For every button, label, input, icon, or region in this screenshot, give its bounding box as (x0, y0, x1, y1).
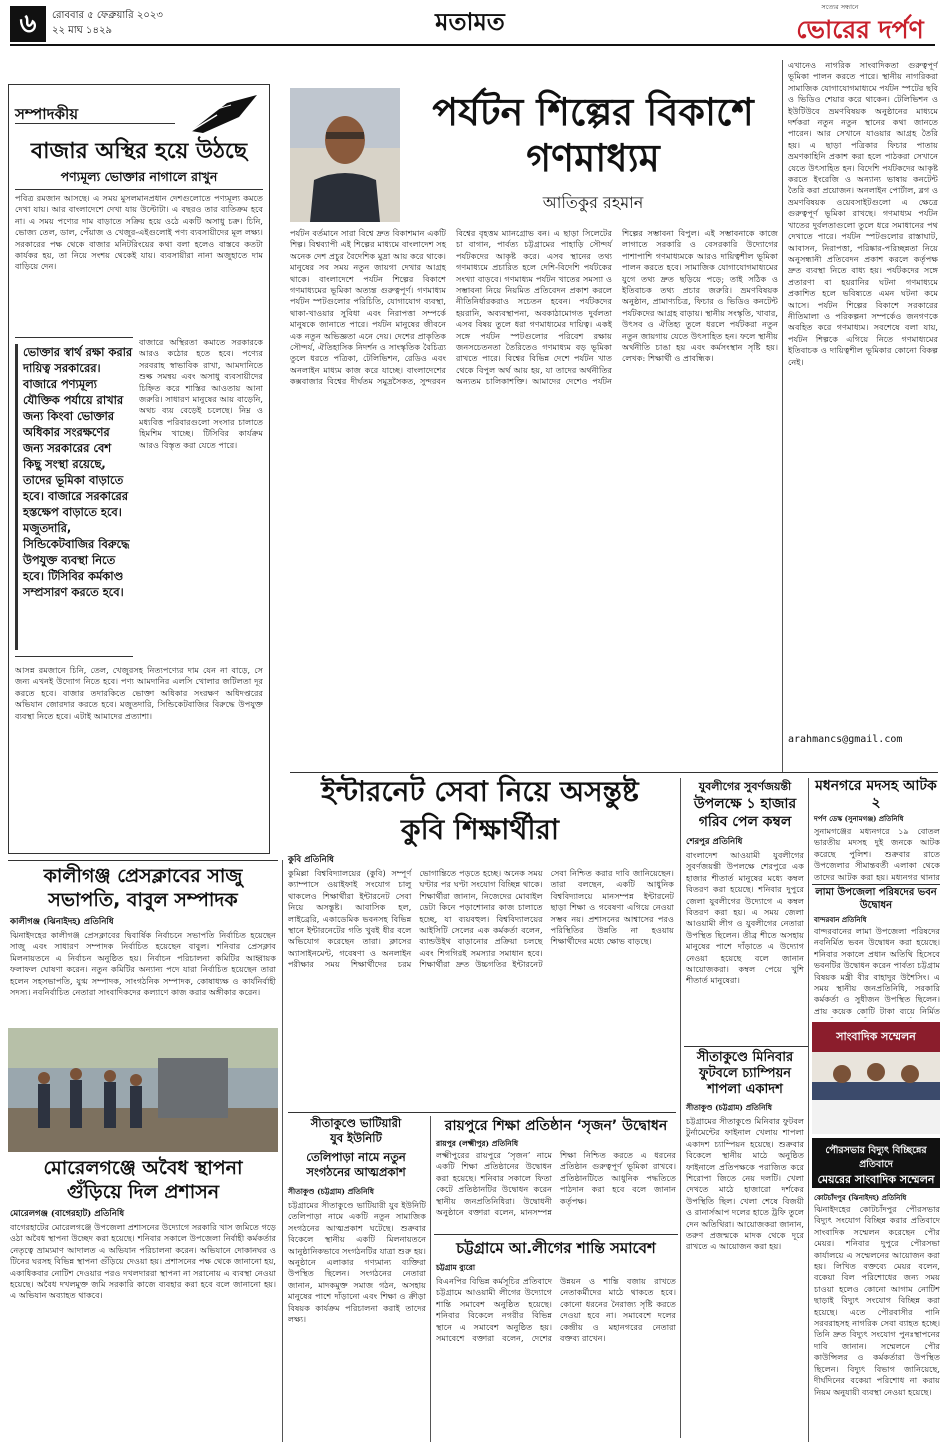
editorial-title: বাজার অস্থির হয়ে উঠছে (30, 139, 248, 164)
editorial-label: সম্পাদকীয় (15, 105, 79, 123)
paper-logo: ভোরের দর্পণ (796, 15, 924, 44)
divider-internet-blanket (680, 778, 681, 1438)
morelganj-title-2: গুঁড়িয়ে দিল প্রশাসন (66, 1181, 220, 1203)
page-number: ৬ (10, 6, 46, 42)
minibar-byline: সীতাকুণ্ড (চট্টগ্রাম) প্রতিনিধি (686, 1103, 772, 1112)
raipur-title: রায়পুরে শিক্ষা প্রতিষ্ঠান ‘সৃজন’ উদ্বোধন (444, 1118, 668, 1134)
madhanagar-rule (812, 884, 940, 885)
kaliganj-title-2: সভাপতি, বাবুল সম্পাদক (48, 889, 238, 911)
lama-byline: বান্দরবান প্রতিনিধি (814, 915, 867, 924)
chattogram-byline: চট্টগ্রাম ব্যুরো (436, 1263, 476, 1272)
raipur-body: লক্ষ্মীপুরের রায়পুরে ‘সৃজন’ নামে একটি শিক্ষা প্রতিষ্ঠানের উদ্বোধন করা হয়েছে। শনিবার সকালে ফিতা কেটে প্রতিষ্ঠানটির উদ্বোধন করেন স্থানীয় জনপ্রতিনিধিরা। উদ্বোধনী অনুষ্ঠানে বক্তারা বলেন, মানসম্পন্ন শিক্ষা নিশ্চিত করতে এ ধরনের প্রতিষ্ঠান গুরুত্বপূর্ণ ভূমিকা রাখবে। প্রতিষ্ঠানটিতে আধুনিক পদ্ধতিতে পাঠদান করা হবে বলে জানান কর্তৃপক্ষ। (436, 1150, 676, 1218)
editorial-subtitle: পণ্যমূল্য ভোক্তার নাগালে রাখুন (60, 169, 218, 184)
pourashava-byline: কোটচাঁদপুর (ঝিনাইদহ) প্রতিনিধি (814, 1193, 907, 1202)
pourashava-title-2: মেয়রের সাংবাদিক সম্মেলন (817, 1173, 935, 1186)
editorial-pullquote (15, 337, 133, 657)
masthead-rule (10, 44, 935, 46)
eviction-photo (8, 1028, 278, 1152)
minibar-body: চট্টগ্রামের সীতাকুণ্ডে মিনিবার ফুটবল টুর্নামেন্টের ফাইনাল খেলায় শাপলা একাদশ চ্যাম্পিয়ন হয়েছে। শুক্রবার বিকেলে স্থানীয় মাঠে অনুষ্ঠিত ফাইনালে প্রতিপক্ষকে পরাজিত করে শিরোপা জিতে নেয় দলটি। খেলা দেখতে মাঠে হাজারো দর্শকের উপস্থিতি ছিল। খেলা শেষে বিজয়ী ও রানার্সআপ দলের হাতে ট্রফি তুলে দেন অতিথিরা। আয়োজকরা জানান, তরুণ প্রজন্মকে মাদক থেকে দূরে রাখতে এ আয়োজন করা হয়। (686, 1116, 804, 1252)
section-title: মতামত (435, 7, 505, 36)
editorial-label-rule (15, 123, 175, 124)
main-article-body: পর্যটন বর্তমানে সারা বিশ্বে দ্রুত বিকাশমান একটি শিল্প। বিশ্বব্যাপী এই শিল্পের মাধ্যমে বাংলাদেশ সহ অনেক দেশ প্রচুর বৈদেশিক মুদ্রা আয় করে থাকে। মানুষের সব সময় নতুন জায়গা দেখার আগ্রহ থাকে। বাংলাদেশে পর্যটন শিল্পের বিকাশে গণমাধ্যমের ভূমিকা অত্যন্ত গুরুত্বপূর্ণ। গণমাধ্যম পর্যটন স্পটগুলোর পরিচিতি, যোগাযোগ ব্যবস্থা, থাকা-খাওয়ার সুবিধা এবং নিরাপত্তা সম্পর্কে মানুষকে জানাতে পারে। পর্যটন মানুষের জীবনে এক নতুন অভিজ্ঞতা এনে দেয়। দেশের প্রাকৃতিক সৌন্দর্য, ঐতিহাসিক নিদর্শন ও সাংস্কৃতিক বৈচিত্র্য তুলে ধরতে পত্রিকা, টেলিভিশন, রেডিও এবং অনলাইন মাধ্যম কাজ করে যাচ্ছে। বাংলাদেশের কক্সবাজার বিশ্বের দীর্ঘতম সমুদ্রসৈকত, সুন্দরবন বিশ্বের বৃহত্তম ম্যানগ্রোভ বন। এ ছাড়া সিলেটের চা বাগান, পার্বত্য চট্টগ্রামের পাহাড়ি সৌন্দর্য পর্যটকদের আকৃষ্ট করে। এসব স্থানের তথ্য গণমাধ্যমে প্রচারিত হলে দেশি-বিদেশি পর্যটকের সংখ্যা বাড়বে। গণমাধ্যম পর্যটন খাতের সমস্যা ও সম্ভাবনা নিয়ে নিয়মিত প্রতিবেদন প্রকাশ করলে নীতিনির্ধারকরাও সচেতন হবেন। পর্যটকদের হয়রানি, অব্যবস্থাপনা, অবকাঠামোগত দুর্বলতা এসব বিষয় তুলে ধরা গণমাধ্যমের দায়িত্ব। একই সঙ্গে পর্যটন স্পটগুলোর পরিবেশ রক্ষায় জনসচেতনতা তৈরিতেও গণমাধ্যম বড় ভূমিকা রাখতে পারে। বিশ্বের বিভিন্ন দেশে পর্যটন খাত থেকে বিপুল অর্থ আয় হয়, যা তাদের অর্থনীতির অন্যতম চালিকাশক্তি। আমাদের দেশেও পর্যটন শিল্পের সম্ভাবনা বিপুল। এই সম্ভাবনাকে কাজে লাগাতে সরকারি ও বেসরকারি উদ্যোগের পাশাপাশি গণমাধ্যমকে আরও দায়িত্বশীল ভূমিকা পালন করতে হবে। সামাজিক যোগাযোগমাধ্যমের যুগে তথ্য দ্রুত ছড়িয়ে পড়ে; তাই সঠিক ও ইতিবাচক তথ্য প্রচার জরুরি। ভ্রমণবিষয়ক অনুষ্ঠান, প্রামাণ্যচিত্র, ফিচার ও ভিডিও কনটেন্ট পর্যটকদের আগ্রহ বাড়ায়। স্থানীয় সংস্কৃতি, খাবার, উৎসব ও ঐতিহ্য তুলে ধরলে পর্যটকরা নতুন নতুন জায়গায় যেতে উৎসাহিত হন। ফলে স্থানীয় অর্থনীতি চাঙা হয় এবং কর্মসংস্থান সৃষ্টি হয়। লেখক: শিক্ষার্থী ও প্রাবন্ধিক। (290, 228, 778, 387)
lama-body: বান্দরবানের লামা উপজেলা পরিষদের নবনির্মিত ভবন উদ্বোধন করা হয়েছে। শনিবার সকালে প্রধান অতিথি হিসেবে ভবনটির উদ্বোধন করেন পার্বত্য চট্টগ্রাম বিষয়ক মন্ত্রী বীর বাহাদুর উশৈসিং। এ সময় স্থানীয় জনপ্রতিনিধি, সরকারি কর্মকর্তা ও সুধীজন উপস্থিত ছিলেন। প্রায় কয়েক কোটি টাকা ব্যয়ে নির্মিত (814, 926, 940, 1016)
center-bottom-rule (288, 1112, 676, 1113)
main-article-continuation: এখানেও নাগরিক সাংবাদিকতা গুরুত্বপূর্ণ ভূমিকা পালন করতে পারে। স্থানীয় নাগরিকরা সামাজিক যোগাযোগমাধ্যমে পর্যটন স্পটের ছবি ও ভিডিও শেয়ার করে থাকেন। টেলিভিশন ও ইউটিউবে ভ্রমণবিষয়ক অনুষ্ঠানের মাধ্যমে দর্শকরা নতুন নতুন স্থানের কথা জানতে পারেন। আর সেখানে যাওয়ার আগ্রহ তৈরি হয়। এ ছাড়া পত্রিকার ফিচার পাতায় ভ্রমণকাহিনি প্রকাশ করা হলে পাঠকরা সেখানে যেতে উৎসাহিত হন। বিদেশি পর্যটকদের আকৃষ্ট করতে ইংরেজি ও অন্যান্য ভাষায় কনটেন্ট তৈরি করা প্রয়োজন। অনলাইন পোর্টাল, ব্লগ ও ভ্রমণবিষয়ক ওয়েবসাইটগুলো এ ক্ষেত্রে গুরুত্বপূর্ণ ভূমিকা রাখছে। গণমাধ্যম পর্যটন খাতের দুর্বলতাগুলো তুলে ধরে সমাধানের পথ দেখাতে পারে। পর্যটন স্পটগুলোর রাস্তাঘাট, আবাসন, নিরাপত্তা, পরিষ্কার-পরিচ্ছন্নতা নিয়ে অনুসন্ধানী প্রতিবেদন প্রকাশ করলে কর্তৃপক্ষ দ্রুত ব্যবস্থা নিতে বাধ্য হয়। পর্যটকদের সঙ্গে প্রতারণা বা হয়রানির ঘটনা গণমাধ্যমে প্রকাশিত হলে ভবিষ্যতে এমন ঘটনা কমে আসে। পর্যটন শিল্পের বিকাশে সরকারের নীতিমালা ও পরিকল্পনা সম্পর্কেও জনগণকে অবহিত করে গণমাধ্যম। সবশেষে বলা যায়, পর্যটন শিল্পকে এগিয়ে নিতে গণমাধ্যমের ইতিবাচক ও দায়িত্বশীল ভূমিকার কোনো বিকল্প নেই। (788, 60, 938, 367)
sitakunda-youth-body: চট্টগ্রামের সীতাকুণ্ডে ভাটিয়ারী যুব ইউনিটি তেলিপাড়া নামে একটি নতুন সামাজিক সংগঠনের আত্মপ্রকাশ ঘটেছে। শুক্রবার বিকেলে স্থানীয় একটি মিলনায়তনে আনুষ্ঠানিকভাবে সংগঠনটির যাত্রা শুরু হয়। অনুষ্ঠানে এলাকার গণ্যমান্য ব্যক্তিরা উপস্থিত ছিলেন। সংগঠনের নেতারা জানান, মাদকমুক্ত সমাজ গঠন, অসহায় মানুষের পাশে দাঁড়ানো এবং শিক্ষা ও ক্রীড়া বিষয়ক কার্যক্রম পরিচালনা করাই তাদের লক্ষ্য। (288, 1200, 426, 1325)
chattogram-body: বিএনপির বিভিন্ন কর্মসূচির প্রতিবাদে চট্টগ্রামে আওয়ামী লীগের উদ্যোগে শান্তি সমাবেশ অনুষ্ঠিত হয়েছে। শনিবার বিকেলে নগরীর বিভিন্ন স্থানে এ সমাবেশ অনুষ্ঠিত হয়। সমাবেশে বক্তারা বলেন, দেশের উন্নয়ন ও শান্তি বজায় রাখতে নেতাকর্মীদের মাঠে থাকতে হবে। কোনো ধরনের নৈরাজ্য সৃষ্টি করতে দেওয়া হবে না। সমাবেশে দলের কেন্দ্রীয় ও মহানগরের নেতারা বক্তব্য রাখেন। (436, 1276, 676, 1344)
paper-tagline: সত্যের সন্ধানে (821, 3, 859, 11)
blanket-body: বাংলাদেশ আওয়ামী যুবলীগের সুবর্ণজয়ন্তী উপলক্ষে শেরপুরে এক হাজার শীতার্ত মানুষের মধ্যে কম্বল বিতরণ করা হয়েছে। শনিবার দুপুরে জেলা যুবলীগের উদ্যোগে এ কম্বল বিতরণ করা হয়। এ সময় জেলা আওয়ামী লীগ ও যুবলীগের নেতারা উপস্থিত ছিলেন। তীব্র শীতে অসহায় মানুষের পাশে দাঁড়াতে এ উদ্যোগ নেওয়া হয়েছে বলে জানান আয়োজকরা। কম্বল পেয়ে খুশি শীতার্ত মানুষেরা। (686, 850, 804, 986)
divider-left-column (282, 860, 283, 1442)
editorial-body-2: বাজারে অস্থিরতা কমাতে সরকারকে আরও কঠোর হতে হবে। পণ্যের সরবরাহ স্বাভাবিক রাখা, আমদানিতে শুল্ক সমন্বয় এবং অসাধু ব্যবসায়ীদের চিহ্নিত করে শাস্তির আওতায় আনা জরুরি। সাধারণ মানুষের আয় বাড়েনি, অথচ ব্যয় বেড়েই চলেছে। নিম্ন ও মধ্যবিত্ত পরিবারগুলো সংসার চালাতে হিমশিম খাচ্ছে। টিসিবির কার্যক্রম আরও বিস্তৃত করা যেতে পারে। (139, 337, 263, 450)
pourashava-headline-box (812, 1138, 940, 1188)
pourashava-body: ঝিনাইদহের কোটচাঁদপুর পৌরসভার বিদ্যুৎ সংযোগ বিচ্ছিন্ন করার প্রতিবাদে সাংবাদিক সম্মেলন করেছেন পৌর মেয়র। শনিবার দুপুরে পৌরসভা কার্যালয়ে এ সম্মেলনের আয়োজন করা হয়। লিখিত বক্তব্যে মেয়র বলেন, বকেয়া বিল পরিশোধের জন্য সময় চাওয়া হলেও কোনো আগাম নোটিশ ছাড়াই বিদ্যুৎ সংযোগ বিচ্ছিন্ন করা হয়েছে। এতে পৌরবাসীর পানি সরবরাহসহ নাগরিক সেবা ব্যাহত হচ্ছে। তিনি দ্রুত বিদ্যুৎ সংযোগ পুনঃস্থাপনের দাবি জানান। সম্মেলনে পৌর কাউন্সিলর ও কর্মকর্তারা উপস্থিত ছিলেন। বিদ্যুৎ বিভাগ জানিয়েছে, দীর্ঘদিনের বকেয়া পরিশোধ না করায় নিয়ম অনুযায়ী ব্যবস্থা নেওয়া হয়েছে। (814, 1204, 940, 1397)
pullquote-bar (15, 344, 18, 650)
blanket-title-2: উপলক্ষে ১ হাজার (693, 796, 797, 812)
sitakunda-youth-title-1: সীতাকুণ্ডে ভাটিয়ারী (310, 1116, 402, 1130)
divider-minibar-right (808, 778, 809, 1442)
main-article-divider (782, 60, 783, 772)
section-rule-mid (290, 772, 938, 773)
madhanagar-body: সুনামগঞ্জের মধ্যনগরে ১৯ বোতল ভারতীয় মদসহ দুই জনকে আটক করেছে পুলিশ। শুক্রবার রাতে উপজেলার সীমান্তবর্তী এলাকা থেকে তাদের আটক করা হয়। মধ্যনগর থানার (814, 826, 940, 882)
quill-pen-icon (187, 91, 261, 135)
press-banner-text: সাংবাদিক সম্মেলন (836, 1030, 916, 1043)
sitakunda-youth-title-2: যুব ইউনিটি (330, 1131, 382, 1145)
madhanagar-byline: দর্পণ ডেস্ক (সুনামগঞ্জ) প্রতিনিধি (814, 814, 904, 823)
blanket-title-3: গরিব পেল কম্বল (698, 814, 792, 830)
press-conference-photo (812, 1022, 940, 1134)
raipur-byline: রায়পুর (লক্ষ্মীপুর) প্রতিনিধি (436, 1139, 519, 1148)
kaliganj-top-rule (8, 860, 278, 861)
editorial-body-3: আসন্ন রমজানে চিনি, তেল, খেজুরসহ নিত্যপণ্যের দাম যেন না বাড়ে, সে জন্য এখনই উদ্যোগ নিতে হবে। পণ্য আমদানির এলসি খোলার জটিলতা দূর করতে হবে। বাজার তদারকিতে ভোক্তা অধিকার সংরক্ষণ অধিদপ্তরের অভিযান জোরদার করতে হবে। মজুতদারি, সিন্ডিকেটবাজির বিরুদ্ধে উপযুক্ত ব্যবস্থা নিতে হবে। এটাই আমাদের প্রত্যাশা। (15, 665, 263, 721)
madhanagar-title: মধনগরে মদসহ আটক ২ (815, 778, 937, 811)
divider-youth-raipur (430, 1116, 431, 1442)
minibar-title-1: সীতাকুণ্ডে মিনিবার (696, 1050, 794, 1065)
sitakunda-youth-title-4: সংগঠনের আত্মপ্রকাশ (306, 1165, 406, 1179)
minibar-title-3: শাপলা একাদশ (707, 1082, 783, 1097)
editorial-box (8, 84, 270, 854)
main-article-author: আতিকুর রহমান (542, 193, 644, 212)
author-photo (290, 88, 400, 222)
blanket-byline: শেরপুর প্রতিনিধি (686, 837, 743, 847)
sitakunda-youth-byline: সীতাকুণ্ড (চট্টগ্রাম) প্রতিনিধি (288, 1187, 374, 1196)
internet-story-title-1: ইন্টারনেট সেবা নিয়ে অসন্তুষ্ট (321, 775, 639, 808)
morelganj-title-1: মোরেলগঞ্জে অবৈধ স্থাপনা (43, 1157, 243, 1179)
blanket-rule (684, 1046, 808, 1047)
editorial-subtitle-rule (15, 189, 263, 190)
sitakunda-youth-title-3: তেলিপাড়া নামে নতুন (306, 1150, 406, 1164)
morelganj-body: বাগেরহাটের মোরেলগঞ্জে উপজেলা প্রশাসনের উদ্যোগে সরকারি খাস জমিতে গড়ে ওঠা অবৈধ স্থাপনা উচ্ছেদ করা হয়েছে। শনিবার সকালে উপজেলা নির্বাহী কর্মকর্তার নেতৃত্বে ভ্রাম্যমাণ আদালত এ অভিযান পরিচালনা করেন। অভিযানে দোকানঘর ও টিনের ঘরসহ বিভিন্ন স্থাপনা গুঁড়িয়ে দেওয়া হয়। প্রশাসনের পক্ষ থেকে জানানো হয়, একাধিকবার নোটিশ দেওয়ার পরও দখলদাররা স্থাপনা না সরানোয় এ ব্যবস্থা নেওয়া হয়েছে। অবৈধ দখলমুক্ত জমি সরকারি কাজে ব্যবহার করা হবে বলে জানানো হয়। এ অভিযান অব্যাহত থাকবে। (10, 1222, 276, 1301)
main-article-title-1: পর্যটন শিল্পের বিকাশে (432, 89, 754, 134)
pullquote-text: ভোক্তার স্বার্থ রক্ষা করার দায়িত্ব সরকারের। বাজারে পণ্যমূল্য যৌক্তিক পর্যায়ে রাখার জন্য কিংবা ভোক্তার অধিকার সংরক্ষণের জন্য সরকারের বেশ কিছু সংস্থা রয়েছে, তাদের ভূমিকা বাড়াতে হবে। বাজারে সরকারের হস্তক্ষেপ বাড়াতে হবে। মজুতদারি, সিন্ডিকেটবাজির বিরুদ্ধে উপযুক্ত ব্যবস্থা নিতে হবে। টিসিবির কর্মকাণ্ড সম্প্রসারণ করতে হবে। (23, 345, 133, 599)
date-line-bangla: ২২ মাঘ ১৪২৯ (52, 25, 112, 36)
kaliganj-byline: কালীগঞ্জ (ঝিনাইদহ) প্রতিনিধি (10, 917, 114, 927)
date-line-gregorian: রোববার ৫ ফেব্রুয়ারি ২০২৩ (52, 10, 163, 21)
main-article-title-2: গণমাধ্যম (526, 135, 660, 180)
kaliganj-body: ঝিনাইদহের কালীগঞ্জ প্রেসক্লাবের দ্বিবার্ষিক নির্বাচনে সভাপতি নির্বাচিত হয়েছেন সাজু এবং সাধারণ সম্পাদক নির্বাচিত হয়েছেন বাবুল। শনিবার প্রেসক্লাব মিলনায়তনে এ নির্বাচন অনুষ্ঠিত হয়। নির্বাচন পরিচালনা কমিটির আহ্বায়ক ফলাফল ঘোষণা করেন। নতুন কমিটির অন্যান্য পদে যারা নির্বাচিত হয়েছেন তারা হলেন সহসভাপতি, যুগ্ম সম্পাদক, সাংগঠনিক সম্পাদক, কোষাধ্যক্ষ ও কার্যনির্বাহী সদস্য। নবনির্বাচিত নেতারা সাংবাদিকদের কল্যাণে কাজ করার অঙ্গীকার করেন। (10, 930, 276, 998)
kaliganj-title-1: কালীগঞ্জ প্রেসক্লাবের সাজু (43, 865, 243, 887)
raipur-rule (434, 1234, 678, 1235)
internet-story-byline: কুবি প্রতিনিধি (288, 855, 334, 865)
morelganj-byline: মোরেলগঞ্জ (বাগেরহাট) প্রতিনিধি (10, 1209, 125, 1219)
internet-story-body: কুমিল্লা বিশ্ববিদ্যালয়ের (কুবি) সম্পূর্ণ ক্যাম্পাসে ওয়াইফাই সংযোগ চালু থাকলেও শিক্ষার্থীরা ইন্টারনেট সেবা নিয়ে অসন্তুষ্ট। আবাসিক হল, লাইব্রেরি, একাডেমিক ভবনসহ বিভিন্ন স্থানে ইন্টারনেটের গতি খুবই ধীর বলে অভিযোগ করেছেন তারা। ক্লাসের অ্যাসাইনমেন্ট, গবেষণা ও অনলাইন পরীক্ষার সময় শিক্ষার্থীদের চরম ভোগান্তিতে পড়তে হচ্ছে। অনেক সময় ঘণ্টার পর ঘণ্টা সংযোগ বিচ্ছিন্ন থাকে। শিক্ষার্থীরা জানান, নিজেদের মোবাইল ডেটা কিনে পড়াশোনার কাজ চালাতে হচ্ছে, যা ব্যয়বহুল। বিশ্ববিদ্যালয়ের আইসিটি সেলের এক কর্মকর্তা বলেন, ব্যান্ডউইথ বাড়ানোর প্রক্রিয়া চলছে এবং শিগগিরই সমস্যার সমাধান হবে। শিক্ষার্থীরা দ্রুত উচ্চগতির ইন্টারনেট সেবা নিশ্চিত করার দাবি জানিয়েছেন। তারা বলছেন, একটি আধুনিক বিশ্ববিদ্যালয়ে মানসম্পন্ন ইন্টারনেট ছাড়া শিক্ষা ও গবেষণা এগিয়ে নেওয়া সম্ভব নয়। প্রশাসনের আশ্বাসের পরও পরিস্থিতির উন্নতি না হওয়ায় শিক্ষার্থীদের মধ্যে ক্ষোভ বাড়ছে। (288, 868, 674, 970)
minibar-title-2: ফুটবলে চ্যাম্পিয়ন (698, 1066, 791, 1081)
chattogram-title: চট্টগ্রামে আ.লীগের শান্তি সমাবেশ (456, 1239, 656, 1257)
internet-story-title-2: কুবি শিক্ষার্থীরা (401, 813, 559, 846)
editorial-body-1: পবিত্র রমজান আসছে। এ সময় মুসলমানপ্রধান দেশগুলোতে পণ্যমূল্য কমতে দেখা যায়। আর বাংলাদেশে দেখা যায় উল্টোটা। এ বছরও তার ব্যতিক্রম হবে না। এ সময় পণ্যের দাম বাড়াতে সক্রিয় হয়ে ওঠে একটি অসাধু চক্র। চিনি, ভোজ্য তেল, ডাল, পেঁয়াজ ও খেজুর-এইগুলোই পণ্য ব্যবসায়ীদের মূল লক্ষ্য। সরকারের পক্ষ থেকে বাজার মনিটরিংয়ের কথা বলা হলেও বাস্তবে কতটা কার্যকর হয়, তা নিয়ে সংশয় থেকেই যায়। ব্যবসায়ীরা নানা অজুহাতে দাম বাড়িয়ে দেন। (15, 193, 263, 272)
author-email: arahmancs@gmail.com (788, 734, 903, 745)
lama-title: লামা উপজেলা পরিষদের ভবন উদ্বোধন (815, 887, 937, 911)
pourashava-title-1: পৌরসভার বিদ্যুৎ বিচ্ছিন্নের প্রতিবাদে (825, 1145, 927, 1170)
blanket-title-1: যুবলীগের সুবর্ণজয়ন্তী (698, 780, 792, 793)
